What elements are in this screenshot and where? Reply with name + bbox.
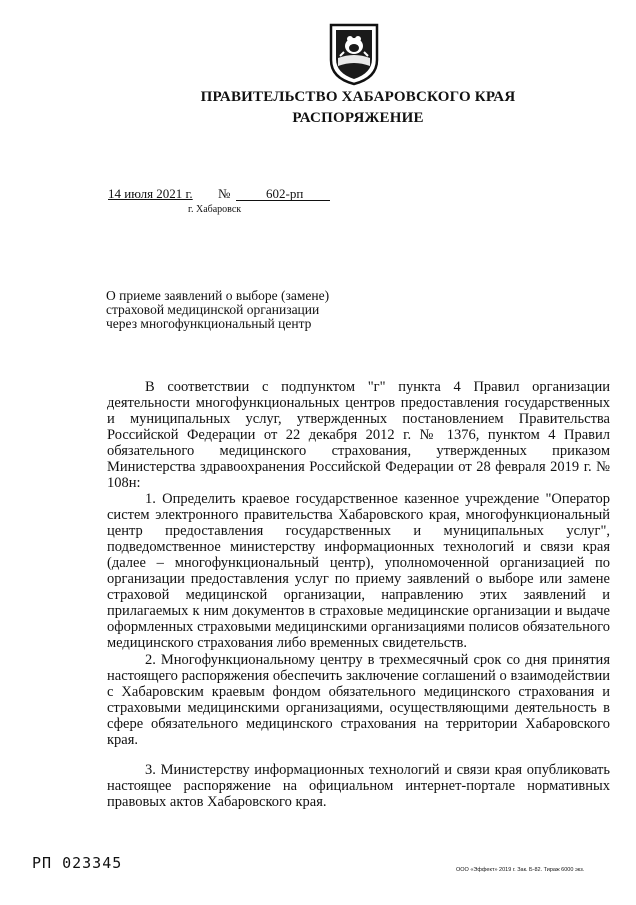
document-subject bbox=[106, 289, 329, 331]
coat-of-arms-icon bbox=[328, 22, 380, 86]
document-date: 14 июля 2021 г. bbox=[108, 186, 193, 201]
document-number: 602-рп bbox=[266, 186, 304, 201]
subject-line: страховой медицинской организации bbox=[106, 302, 320, 317]
subject-line: через многофункциональный центр bbox=[106, 316, 312, 331]
document-type: РАСПОРЯЖЕНИЕ bbox=[292, 110, 424, 126]
subject-line: О приеме заявлений о выборе (замене) bbox=[106, 288, 330, 303]
printer-imprint: ООО «Эффект» 2019 г. Зак. Б-82. Тираж 6000 экз. bbox=[456, 867, 585, 873]
clause-3-paragraph: 3. Министерству информационных технологий и связи края опубликовать настоящее распоряжение на официальном интернет-портале нормативных правовых актов Хабаровского края. bbox=[107, 762, 610, 810]
city: г. Хабаровск bbox=[188, 204, 242, 215]
clause-2-paragraph: 2. Многофункциональному центру в трехмесячный срок со дня принятия настоящего распоряжения обеспечить заключение соглашений о взаимодействии с Хабаровским краевым фондом обязательного медицинского страхования и страховыми медицинскими организациями, осуществляющими деятельность в сфере обязательного медицинского страхования на территории Хабаровского края. bbox=[107, 652, 610, 748]
number-label: № bbox=[218, 186, 231, 201]
form-code: РП 023345 bbox=[32, 854, 123, 872]
government-title: ПРАВИТЕЛЬСТВО ХАБАРОВСКОГО КРАЯ bbox=[200, 89, 516, 105]
preamble-paragraph: В соответствии с подпунктом "г" пункта 4 Правил организации деятельности многофункциональных центров предоставления государственных и муниципальных услуг, утвержденных постановлением Правительства Российской Федерации от 22 декабря 2012 г. № 1376, пунктом 4 Правил обязательного медицинского страхования, утвержденных приказом Министерства здравоохранения Российской Федерации от 28 февраля 2019 г. № 108н: bbox=[107, 379, 610, 491]
clause-1-paragraph: 1. Определить краевое государственное казенное учреждение "Оператор систем электронного правительства Хабаровского края, многофункциональный центр предоставления государственных и муниципальных услуг", подведомственное министерству информационных технологий и связи края (далее – многофункциональный центр), уполномоченной организацией по организации предоставления услуг по приему заявлений о выборе или замене страховой медицинской организации, направлению этих заявлений и прилагаемых к ним документов в страховые медицинские организации и выдаче оформленных страховыми медицинскими организациями полисов обязательного медицинского страхования либо временных свидетельств. bbox=[107, 491, 610, 651]
document-body bbox=[107, 379, 610, 810]
